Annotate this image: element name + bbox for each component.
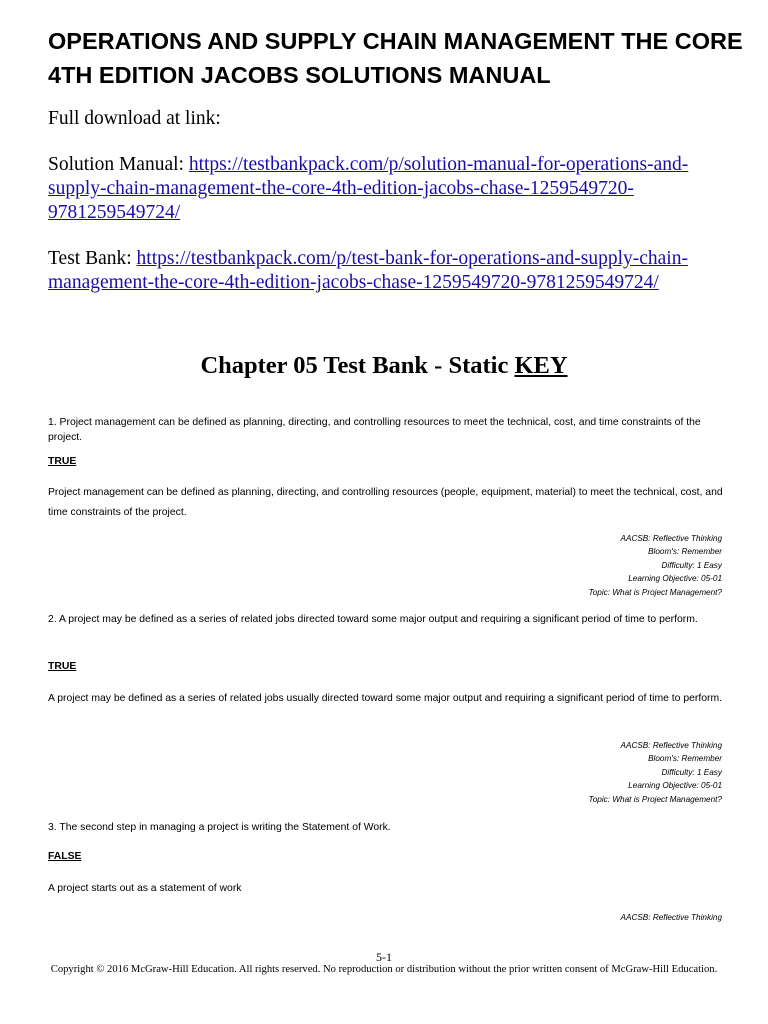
page-number: 5-1 <box>376 950 392 964</box>
solution-manual-link[interactable]: https://testbankpack.com/p/solution-manual-for-operations-and-supply-chain-management-the-core-4th-edition-jacobs-chase-1259549720-9781259549724/ <box>48 154 689 223</box>
question-2-explanation: A project may be defined as a series of related jobs usually directed toward some major output and requiring a significant period of time to perform. <box>48 693 723 704</box>
test-bank-label: Test Bank: <box>48 248 137 269</box>
meta-line: Bloom's: Remember <box>648 754 722 764</box>
page-footer <box>0 950 768 976</box>
meta-line: Learning Objective: 05-01 <box>628 781 722 791</box>
question-2-text: 2. A project may be defined as a series of related jobs directed toward some major output and requiring a significant period of time to perform. <box>48 614 698 625</box>
question-3-explanation: A project starts out as a statement of work <box>48 883 242 894</box>
test-bank-line <box>48 247 728 295</box>
solution-manual-label: Solution Manual: <box>48 154 189 175</box>
meta-line: AACSB: Reflective Thinking <box>620 913 722 922</box>
meta-line: Learning Objective: 05-01 <box>628 574 722 584</box>
document-title: OPERATIONS AND SUPPLY CHAIN MANAGEMENT THE CORE 4TH EDITION JACOBS SOLUTIONS MANUAL <box>48 28 743 88</box>
chapter-key-label: KEY <box>514 352 568 379</box>
solution-manual-line <box>48 153 728 225</box>
question-3-answer: FALSE <box>48 851 82 862</box>
question-2-meta <box>589 739 723 806</box>
meta-line: Topic: What is Project Management? <box>588 587 722 597</box>
test-bank-link[interactable]: https://testbankpack.com/p/test-bank-for-operations-and-supply-chain-management-the-core-4th-edition-jacobs-chase-1259549720-9781259549724/ <box>48 248 688 293</box>
meta-line: Difficulty: 1 Easy <box>661 560 722 570</box>
meta-line: Bloom's: Remember <box>648 547 722 557</box>
question-1-meta <box>589 532 723 599</box>
chapter-heading <box>0 350 768 382</box>
download-text: Full download at link: <box>48 108 221 129</box>
question-1-text: 1. Project management can be defined as planning, directing, and controlling resources to meet the technical, cost, and time constraints of the project. <box>48 417 701 443</box>
copyright-text: Copyright © 2016 McGraw-Hill Education. All rights reserved. No reproduction or distribution without the prior written consent of McGraw-Hill Education. <box>50 964 718 975</box>
question-3-text: 3. The second step in managing a project is writing the Statement of Work. <box>48 822 391 833</box>
meta-line: AACSB: Reflective Thinking <box>620 534 722 543</box>
question-1-explanation: Project management can be defined as planning, directing, and controlling resources (people, equipment, material) to meet the technical, cost, and time constraints of the project. <box>48 487 723 518</box>
question-1-answer: TRUE <box>48 456 77 467</box>
question-2-answer: TRUE <box>48 661 77 672</box>
meta-line: Difficulty: 1 Easy <box>661 767 722 777</box>
meta-line: Topic: What is Project Management? <box>588 794 722 804</box>
question-3-meta <box>621 911 722 924</box>
chapter-heading-text: Chapter 05 Test Bank - Static <box>200 352 515 379</box>
meta-line: AACSB: Reflective Thinking <box>620 741 722 750</box>
